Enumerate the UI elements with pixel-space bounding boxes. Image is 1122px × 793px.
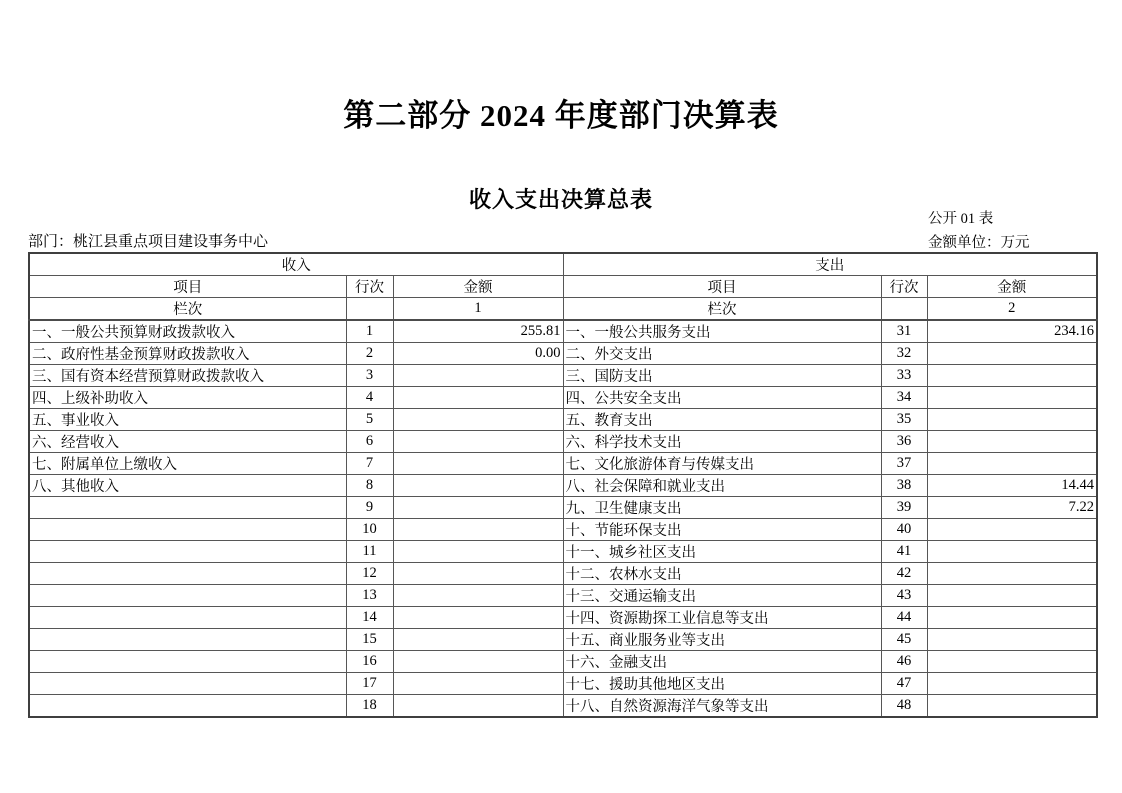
amount-unit-label: 金额单位：万元 [928, 235, 1030, 251]
table-row [29, 629, 1097, 651]
income-rowno-cell: 4 [346, 387, 393, 409]
income-rowno-column-header: 行次 [346, 276, 393, 298]
expense-rowno-cell: 44 [881, 607, 927, 629]
income-item-cell [29, 563, 346, 585]
expense-amount-cell [927, 431, 1097, 453]
income-column-index: 1 [393, 298, 563, 321]
income-amount-cell [393, 607, 563, 629]
income-item-cell [29, 497, 346, 519]
expense-item-cell: 六、科学技术支出 [563, 431, 881, 453]
expense-amount-cell: 234.16 [927, 320, 1097, 343]
expense-amount-cell [927, 607, 1097, 629]
table-row [29, 387, 1097, 409]
income-item-cell [29, 651, 346, 673]
income-amount-cell [393, 585, 563, 607]
expense-amount-cell: 14.44 [927, 475, 1097, 497]
expense-rowno-cell: 45 [881, 629, 927, 651]
income-item-cell: 七、附属单位上缴收入 [29, 453, 346, 475]
expense-rowno-cell: 38 [881, 475, 927, 497]
expense-rowno-cell: 43 [881, 585, 927, 607]
expense-index-rowno-blank [881, 298, 927, 321]
table-row [29, 365, 1097, 387]
expense-item-cell: 十一、城乡社区支出 [563, 541, 881, 563]
income-amount-cell [393, 409, 563, 431]
table-row [29, 651, 1097, 673]
expense-item-cell: 三、国防支出 [563, 365, 881, 387]
income-rowno-cell: 18 [346, 695, 393, 718]
section-header-row [29, 253, 1097, 276]
expense-item-cell: 九、卫生健康支出 [563, 497, 881, 519]
income-item-cell [29, 541, 346, 563]
income-rowno-cell: 5 [346, 409, 393, 431]
expense-amount-cell [927, 695, 1097, 718]
table-code-label: 公开 01 表 [928, 211, 994, 227]
expense-item-cell: 十七、援助其他地区支出 [563, 673, 881, 695]
income-item-cell [29, 519, 346, 541]
table-row [29, 673, 1097, 695]
income-amount-cell [393, 475, 563, 497]
expense-amount-cell [927, 519, 1097, 541]
expense-item-cell: 四、公共安全支出 [563, 387, 881, 409]
table-row [29, 519, 1097, 541]
expense-item-cell: 五、教育支出 [563, 409, 881, 431]
income-expense-summary-table [28, 252, 1098, 718]
income-item-cell: 一、一般公共预算财政拨款收入 [29, 320, 346, 343]
income-amount-cell [393, 387, 563, 409]
income-amount-cell: 255.81 [393, 320, 563, 343]
income-rowno-cell: 11 [346, 541, 393, 563]
income-rowno-cell: 12 [346, 563, 393, 585]
expense-amount-cell [927, 563, 1097, 585]
expense-amount-cell [927, 585, 1097, 607]
expense-rowno-cell: 36 [881, 431, 927, 453]
expense-item-cell: 七、文化旅游体育与传媒支出 [563, 453, 881, 475]
expense-item-cell: 二、外交支出 [563, 343, 881, 365]
table-row [29, 497, 1097, 519]
table-row [29, 453, 1097, 475]
expense-amount-column-header: 金额 [927, 276, 1097, 298]
income-rowno-cell: 15 [346, 629, 393, 651]
expense-item-cell: 十六、金融支出 [563, 651, 881, 673]
expense-item-cell: 十三、交通运输支出 [563, 585, 881, 607]
income-rowno-cell: 14 [346, 607, 393, 629]
expense-rowno-cell: 42 [881, 563, 927, 585]
income-amount-cell [393, 431, 563, 453]
expense-section-header: 支出 [563, 253, 1097, 276]
expense-item-cell: 十四、资源勘探工业信息等支出 [563, 607, 881, 629]
expense-rowno-cell: 37 [881, 453, 927, 475]
income-rowno-cell: 1 [346, 320, 393, 343]
income-item-cell: 二、政府性基金预算财政拨款收入 [29, 343, 346, 365]
income-rowno-cell: 3 [346, 365, 393, 387]
table-row [29, 695, 1097, 718]
income-item-cell: 三、国有资本经营预算财政拨款收入 [29, 365, 346, 387]
table-row [29, 541, 1097, 563]
income-amount-cell [393, 519, 563, 541]
income-amount-cell [393, 673, 563, 695]
table-row [29, 343, 1097, 365]
expense-amount-cell: 7.22 [927, 497, 1097, 519]
income-rowno-cell: 7 [346, 453, 393, 475]
income-item-cell [29, 585, 346, 607]
expense-amount-cell [927, 453, 1097, 475]
income-item-cell [29, 695, 346, 718]
income-amount-cell [393, 695, 563, 718]
expense-item-cell: 一、一般公共服务支出 [563, 320, 881, 343]
page-title: 第二部分 2024 年度部门决算表 [343, 98, 779, 133]
column-index-row [29, 298, 1097, 321]
income-item-cell [29, 629, 346, 651]
income-amount-cell [393, 497, 563, 519]
expense-index-label: 栏次 [563, 298, 881, 321]
income-rowno-cell: 9 [346, 497, 393, 519]
table-body [29, 320, 1097, 717]
expense-amount-cell [927, 541, 1097, 563]
expense-amount-cell [927, 651, 1097, 673]
income-section-header: 收入 [29, 253, 563, 276]
expense-rowno-cell: 41 [881, 541, 927, 563]
income-item-cell: 八、其他收入 [29, 475, 346, 497]
expense-amount-cell [927, 387, 1097, 409]
column-header-row [29, 276, 1097, 298]
expense-amount-cell [927, 365, 1097, 387]
department-label: 部门：桃江县重点项目建设事务中心 [28, 234, 269, 250]
expense-rowno-cell: 32 [881, 343, 927, 365]
expense-amount-cell [927, 409, 1097, 431]
income-amount-column-header: 金额 [393, 276, 563, 298]
income-rowno-cell: 8 [346, 475, 393, 497]
income-rowno-cell: 16 [346, 651, 393, 673]
expense-column-index: 2 [927, 298, 1097, 321]
table-row [29, 475, 1097, 497]
income-amount-cell: 0.00 [393, 343, 563, 365]
expense-rowno-cell: 35 [881, 409, 927, 431]
income-item-cell: 六、经营收入 [29, 431, 346, 453]
expense-rowno-cell: 31 [881, 320, 927, 343]
income-item-cell: 五、事业收入 [29, 409, 346, 431]
table-row [29, 320, 1097, 343]
expense-item-cell: 八、社会保障和就业支出 [563, 475, 881, 497]
expense-item-cell: 十八、自然资源海洋气象等支出 [563, 695, 881, 718]
income-index-label: 栏次 [29, 298, 346, 321]
income-rowno-cell: 6 [346, 431, 393, 453]
income-rowno-cell: 10 [346, 519, 393, 541]
income-item-column-header: 项目 [29, 276, 346, 298]
table-row [29, 431, 1097, 453]
expense-amount-cell [927, 629, 1097, 651]
expense-rowno-cell: 46 [881, 651, 927, 673]
expense-rowno-cell: 47 [881, 673, 927, 695]
table-row [29, 585, 1097, 607]
expense-item-cell: 十二、农林水支出 [563, 563, 881, 585]
income-item-cell: 四、上级补助收入 [29, 387, 346, 409]
income-amount-cell [393, 651, 563, 673]
expense-rowno-cell: 40 [881, 519, 927, 541]
expense-item-column-header: 项目 [563, 276, 881, 298]
income-rowno-cell: 17 [346, 673, 393, 695]
expense-rowno-column-header: 行次 [881, 276, 927, 298]
table-title: 收入支出决算总表 [468, 187, 653, 212]
income-rowno-cell: 2 [346, 343, 393, 365]
expense-amount-cell [927, 343, 1097, 365]
expense-rowno-cell: 33 [881, 365, 927, 387]
income-amount-cell [393, 563, 563, 585]
income-item-cell [29, 607, 346, 629]
income-amount-cell [393, 365, 563, 387]
income-amount-cell [393, 541, 563, 563]
table-row [29, 409, 1097, 431]
expense-amount-cell [927, 673, 1097, 695]
income-rowno-cell: 13 [346, 585, 393, 607]
expense-rowno-cell: 34 [881, 387, 927, 409]
income-amount-cell [393, 453, 563, 475]
expense-item-cell: 十、节能环保支出 [563, 519, 881, 541]
income-item-cell [29, 673, 346, 695]
table-row [29, 607, 1097, 629]
table-row [29, 563, 1097, 585]
expense-rowno-cell: 48 [881, 695, 927, 718]
expense-item-cell: 十五、商业服务业等支出 [563, 629, 881, 651]
income-index-rowno-blank [346, 298, 393, 321]
income-amount-cell [393, 629, 563, 651]
expense-rowno-cell: 39 [881, 497, 927, 519]
